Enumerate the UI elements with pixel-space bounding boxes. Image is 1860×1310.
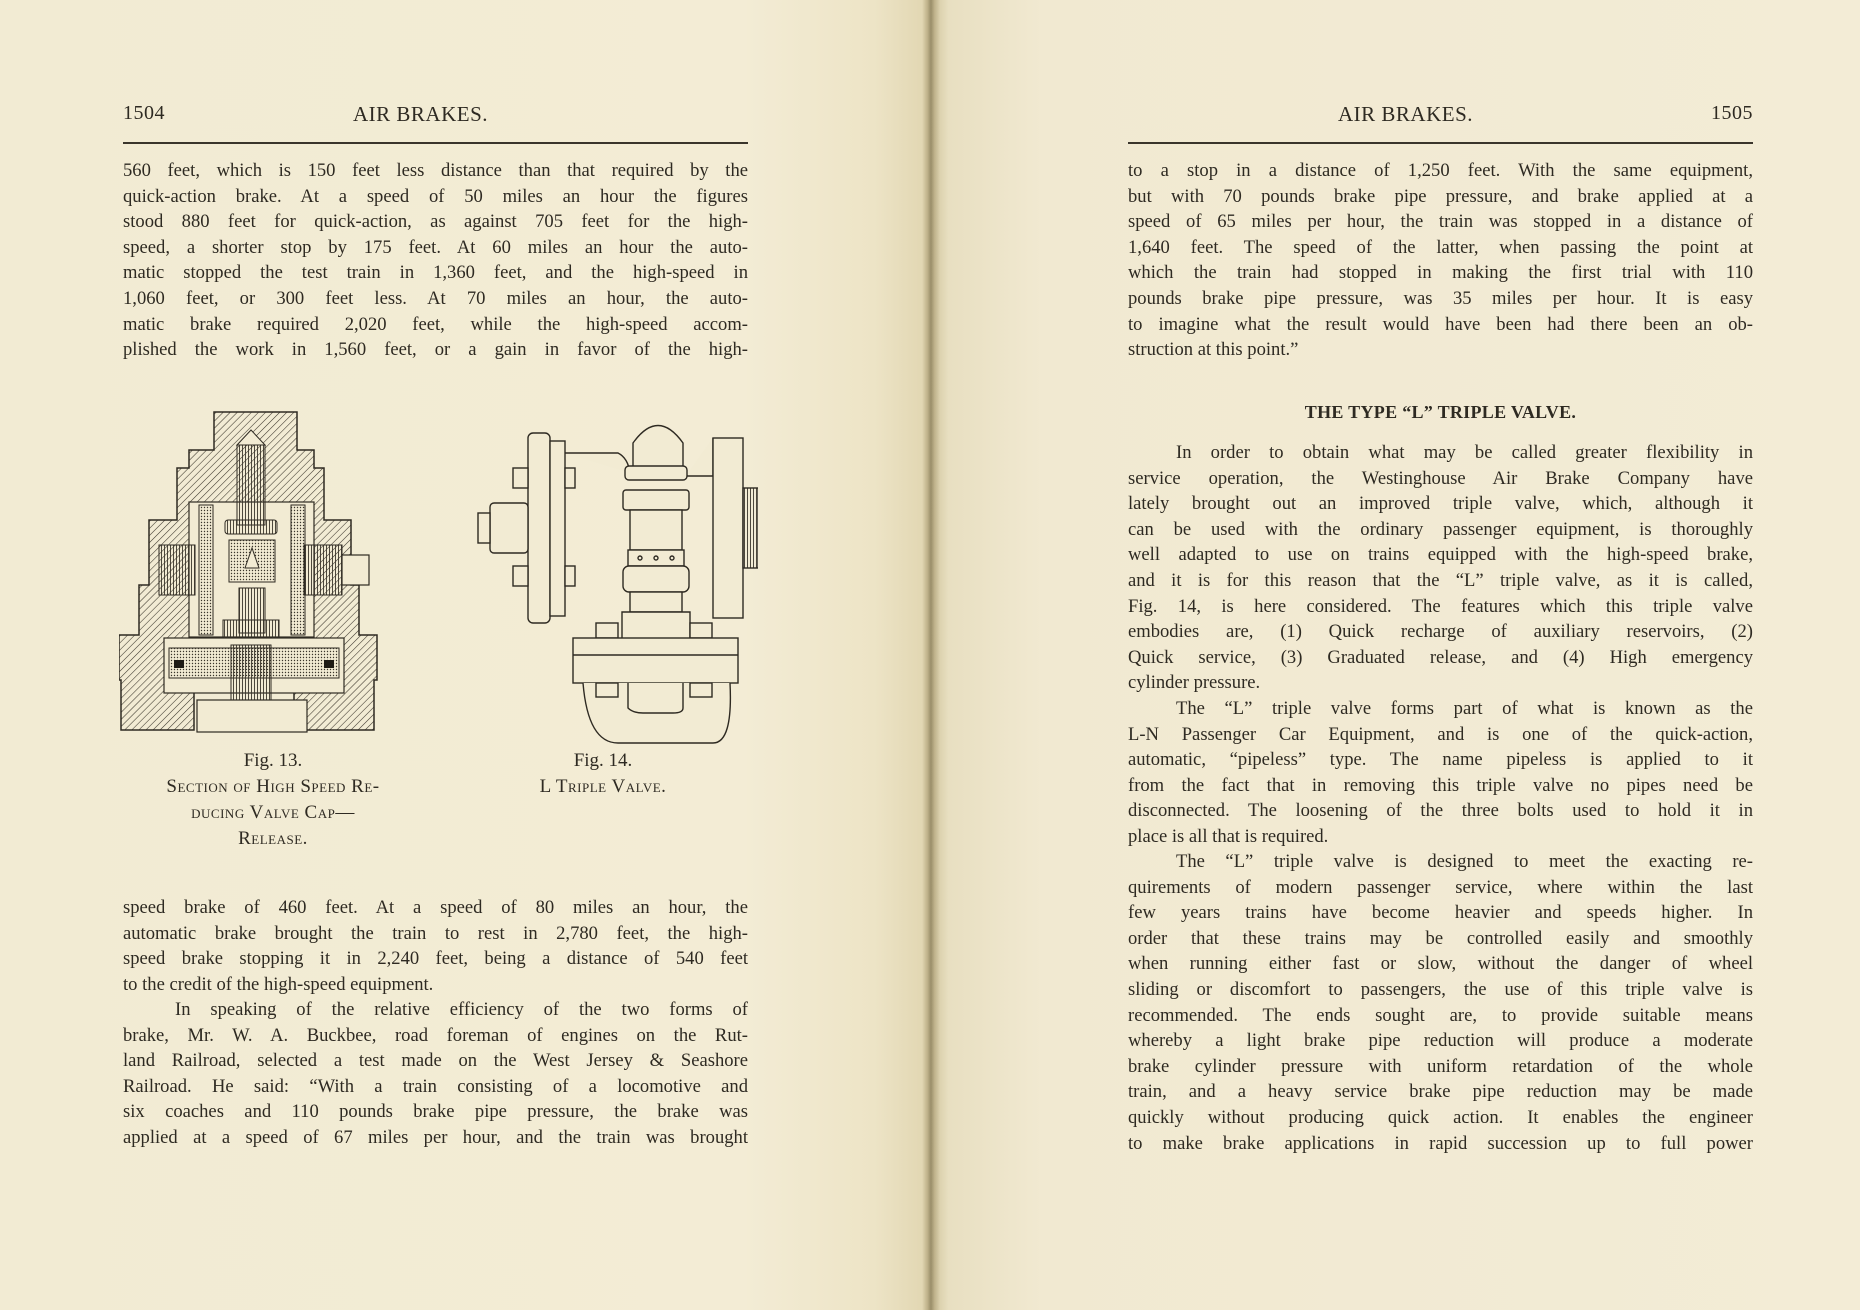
figure-13-caption [143, 748, 403, 852]
figure-label: Fig. 14. [573, 750, 633, 771]
text-line: few years trains have become heavier and speeds higher. In [1128, 902, 1753, 924]
text-line: but with 70 pounds brake pipe pressure, and brake applied at a [1128, 185, 1753, 207]
bottom-paragraph-1 [123, 895, 748, 997]
text-line: to imagine what the result would have been had there been an ob- [1128, 313, 1753, 335]
text-line: automatic brake brought the train to rest in 2,780 feet, the high- [123, 922, 748, 944]
page-number: 1504 [123, 102, 165, 124]
text-line: well adapted to use on trains equipped with the high-speed brake, [1128, 544, 1753, 566]
figure-14-triple-valve [468, 408, 758, 748]
text-line: service operation, the Westinghouse Air Brake Company have [1128, 467, 1753, 489]
text-line: to a stop in a distance of 1,250 feet. With the same equipment, [1128, 160, 1753, 181]
text-line: The “L” triple valve is designed to meet the exacting re- [1176, 851, 1753, 872]
text-line: 1,060 feet, or 300 feet less. At 70 miles an hour, the auto- [123, 287, 748, 309]
text-line: struction at this point.” [1128, 339, 1299, 361]
running-head-title: AIR BRAKES. [352, 102, 489, 126]
text-line: from the fact that in removing this triple valve no pipes need be [1128, 774, 1753, 796]
text-line: speed, a shorter stop by 175 feet. At 60 miles an hour the auto- [123, 236, 748, 258]
text-line: matic stopped the test train in 1,360 feet, and the high-speed in [123, 262, 748, 284]
text-line: applied at a speed of 67 miles per hour, and the train was brought [123, 1126, 748, 1148]
running-head [123, 102, 748, 132]
header-rule [123, 142, 748, 144]
text-line: recommended. The ends sought are, to provide suitable means [1128, 1004, 1753, 1026]
text-line: L-N Passenger Car Equipment, and is one of the quick-action, [1128, 723, 1753, 745]
text-line: quirements of modern passenger service, where within the last [1128, 876, 1753, 898]
page-number: 1505 [1711, 102, 1753, 124]
section-title: THE TYPE “L” TRIPLE VALVE. [1304, 402, 1577, 422]
text-line: train, and a heavy service brake pipe reduction may be made [1128, 1081, 1753, 1103]
right-page [1128, 0, 1753, 1310]
text-line: plished the work in 1,560 feet, or a gain in favor of the high- [123, 339, 748, 361]
text-line: cylinder pressure. [1128, 672, 1261, 694]
text-line: lately brought out an improved triple valve, which, although it [1128, 493, 1753, 515]
text-line: and it is for this reason that the “L” triple valve, as it is called, [1128, 569, 1753, 591]
text-line: Quick service, (3) Graduated release, and (4) High emergency [1128, 646, 1753, 668]
text-line: whereby a light brake pipe reduction will produce a moderate [1128, 1030, 1753, 1052]
text-line: 1,640 feet. The speed of the latter, when passing the point at [1128, 236, 1753, 258]
text-line: land Railroad, selected a test made on the West Jersey & Seashore [123, 1050, 748, 1072]
paragraph-2 [1128, 696, 1753, 850]
text-line: In speaking of the relative efficiency of the two forms of [175, 999, 748, 1020]
running-head [1128, 102, 1753, 132]
text-line: speed brake of 460 feet. At a speed of 80 miles an hour, the [123, 897, 748, 918]
top-paragraph [123, 158, 748, 363]
bottom-paragraph-2 [123, 997, 748, 1151]
text-line: sliding or discomfort to passengers, the use of this triple valve is [1128, 978, 1753, 1000]
text-line: order that these trains may be controlled easily and smoothly [1128, 927, 1753, 949]
text-line: quick-action brake. At a speed of 50 miles an hour the figures [123, 185, 748, 207]
text-line: when running either fast or slow, without the danger of wheel [1128, 953, 1753, 975]
figure-14-caption [483, 748, 723, 800]
header-rule [1128, 142, 1753, 144]
paragraph-3 [1128, 849, 1753, 1156]
left-page [123, 0, 748, 1310]
text-line: pounds brake pipe pressure, was 35 miles per hour. It is easy [1128, 287, 1753, 309]
text-line: 560 feet, which is 150 feet less distance than that required by the [123, 160, 748, 181]
text-line: brake, Mr. W. A. Buckbee, road foreman of engines on the Rut- [123, 1024, 748, 1046]
caption-line: ducing Valve Cap— [191, 802, 355, 823]
text-line: embodies are, (1) Quick recharge of auxiliary reservoirs, (2) [1128, 621, 1753, 643]
top-paragraph [1128, 158, 1753, 363]
text-line: automatic, “pipeless” type. The name pipeless is applied to it [1128, 749, 1753, 771]
text-line: The “L” triple valve forms part of what is known as the [1176, 698, 1753, 719]
caption-line: Section of High Speed Re- [166, 776, 380, 797]
text-line: to the credit of the high-speed equipment. [123, 973, 434, 995]
running-head-title: AIR BRAKES. [1337, 102, 1474, 126]
text-line: can be used with the ordinary passenger equipment, is thoroughly [1128, 518, 1753, 540]
caption-line: L Triple Valve. [539, 776, 667, 797]
paragraph-1 [1128, 440, 1753, 696]
text-line: which the train had stopped in making the first trial with 110 [1128, 262, 1753, 284]
text-line: Railroad. He said: “With a train consisting of a locomotive and [123, 1075, 748, 1097]
text-line: speed brake stopping it in 2,240 feet, being a distance of 540 feet [123, 948, 748, 970]
caption-line: Release. [238, 828, 308, 849]
text-line: Fig. 14, is here considered. The features which this triple valve [1128, 595, 1753, 617]
text-line: disconnected. The loosening of the three bolts used to hold it in [1128, 800, 1753, 822]
text-line: place is all that is required. [1128, 825, 1329, 847]
text-line: stood 880 feet for quick-action, as against 705 feet for the high- [123, 211, 748, 233]
figure-13-valve-cap-section [119, 410, 429, 740]
book-gutter [922, 0, 940, 1310]
text-line: six coaches and 110 pounds brake pipe pressure, the brake was [123, 1101, 748, 1123]
text-line: quickly without producing quick action. It enables the engineer [1128, 1106, 1753, 1128]
text-line: to make brake applications in rapid succession up to full power [1128, 1132, 1753, 1154]
text-line: speed of 65 miles per hour, the train was stopped in a distance of [1128, 211, 1753, 233]
text-line: matic brake required 2,020 feet, while the high-speed accom- [123, 313, 748, 335]
figure-label: Fig. 13. [243, 750, 303, 771]
text-line: In order to obtain what may be called greater flexibility in [1176, 442, 1753, 463]
text-line: brake cylinder pressure with uniform retardation of the whole [1128, 1055, 1753, 1077]
